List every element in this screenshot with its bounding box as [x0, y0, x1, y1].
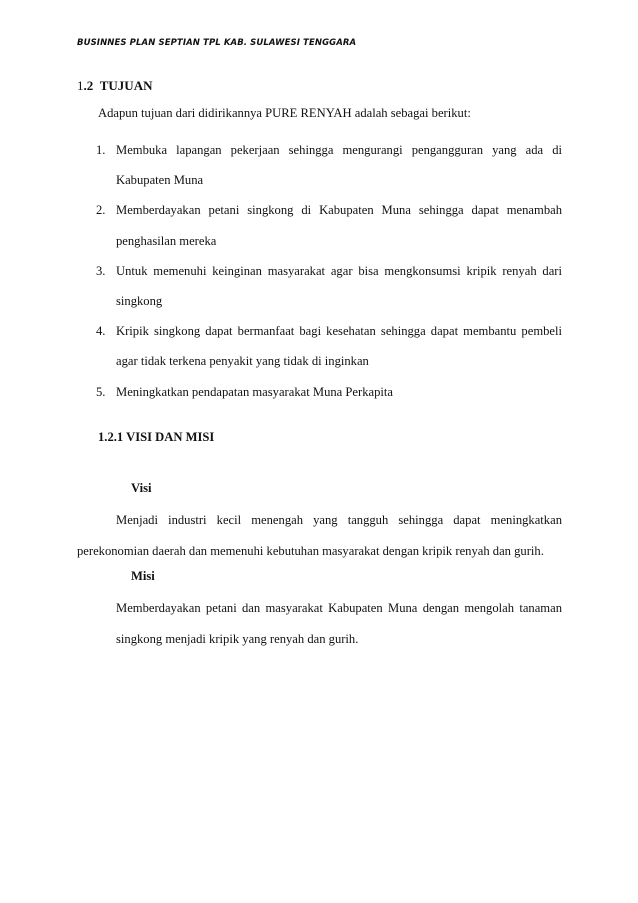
visi-text: Menjadi industri kecil menengah yang tangguh sehingga dapat meningkatkan perekonomian daerah dan memenuhi kebutuhan masyarakat dengan kripik renyah dan gurih. [77, 513, 562, 558]
goal-marker: 3. [96, 263, 106, 278]
goal-text: Untuk memenuhi keinginan masyarakat agar bisa mengkonsumsi kripik renyah dari singkong [116, 263, 562, 309]
goal-item [77, 377, 562, 407]
goal-item [77, 256, 562, 316]
subsection-heading: 1.2.1 VISI DAN MISI [98, 430, 215, 444]
goal-marker: 5. [96, 384, 106, 399]
goal-list [77, 135, 562, 407]
goal-item [77, 316, 562, 376]
section-number-first: 1 [77, 78, 84, 93]
section-heading [77, 78, 152, 94]
misi-text: Memberdayakan petani dan masyarakat Kabupaten Muna dengan mengolah tanaman singkong menjadi kripik yang renyah dan gurih. [116, 601, 562, 646]
goal-item [77, 135, 562, 195]
running-header: BUSINNES PLAN SEPTIAN TPL KAB. SULAWESI TENGGARA [77, 38, 357, 48]
goal-marker: 1. [96, 143, 106, 157]
goal-marker: 2. [96, 203, 106, 218]
section-title: TUJUAN [99, 78, 153, 93]
goal-text: Memberdayakan petani singkong di Kabupaten Muna sehingga dapat menambah penghasilan mereka [116, 203, 562, 248]
goal-text: Membuka lapangan pekerjaan sehingga mengurangi pengangguran yang ada di Kabupaten Muna [116, 143, 562, 188]
misi-label: Misi [131, 569, 155, 583]
goal-marker: 4. [96, 324, 106, 339]
section-number-rest: .2 [83, 78, 94, 93]
goal-text: Meningkatkan pendapatan masyarakat Muna Perkapita [116, 384, 393, 399]
goal-item [77, 195, 562, 255]
section-intro: Adapun tujuan dari didirikannya PURE RENYAH adalah sebagai berikut: [98, 106, 471, 120]
goal-text: Kripik singkong dapat bermanfaat bagi kesehatan sehingga dapat membantu pembeli agar tidak terkena penyakit yang tidak di inginkan [116, 324, 562, 369]
visi-label: Visi [131, 481, 152, 495]
